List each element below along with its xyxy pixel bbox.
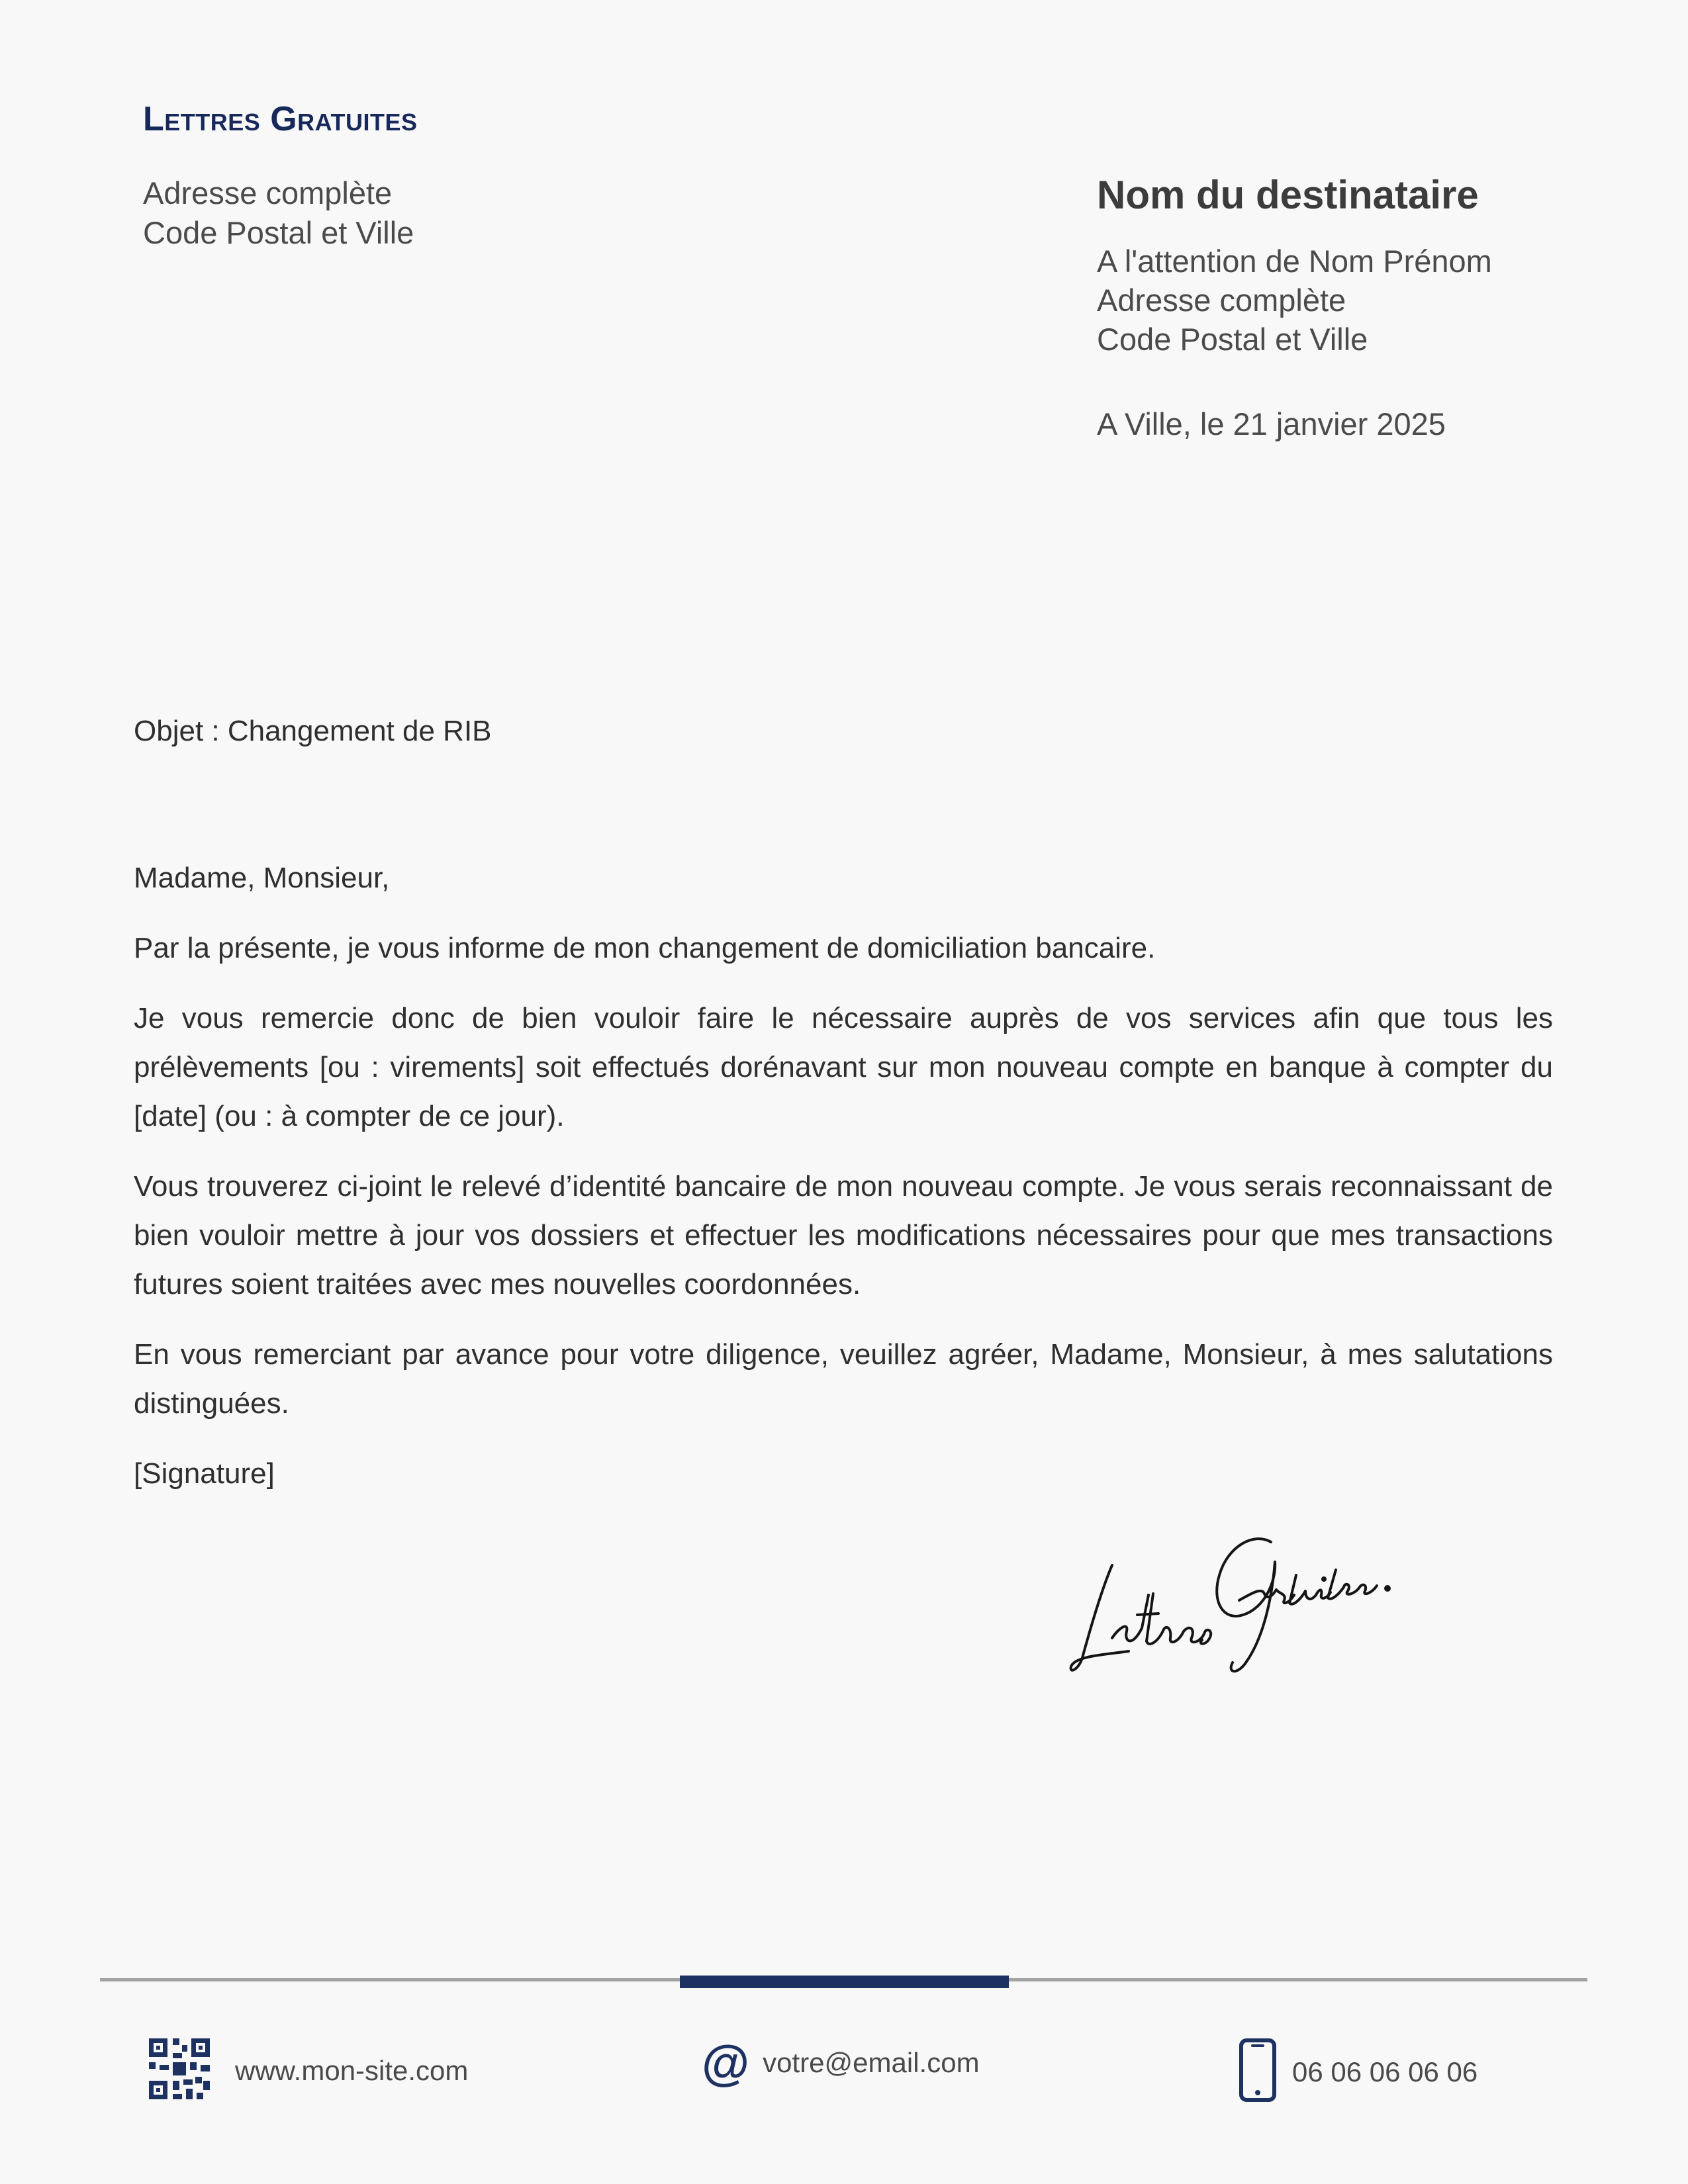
at-sign-icon: @ — [702, 2035, 750, 2090]
handwritten-signature — [1066, 1516, 1410, 1688]
phone-text[interactable]: 06 06 06 06 06 — [1292, 2056, 1478, 2087]
website-text[interactable]: www.mon-site.com — [235, 2054, 469, 2086]
sender-name: Lettres Gratuites — [143, 100, 418, 138]
footer-phone — [1239, 2038, 1477, 2105]
sender-address — [143, 173, 414, 253]
letter-paragraph: Par la présente, je vous informe de mon changement de domiciliation bancaire. — [134, 932, 1156, 964]
footer-email — [702, 2035, 980, 2090]
signature-placeholder: [Signature] — [134, 1457, 275, 1490]
sender-address-line2: Code Postal et Ville — [143, 215, 414, 250]
letter-date: A Ville, le 21 janvier 2025 — [1097, 406, 1446, 441]
mobile-phone-icon — [1239, 2038, 1276, 2105]
letter-paragraph: En vous remerciant par avance pour votre diligence, veuillez agréer, Madame, Monsieur, à mes salutations distinguées. — [134, 1338, 1553, 1420]
letter-body — [134, 854, 1553, 1520]
recipient-block — [1097, 172, 1492, 442]
recipient-address-line1: Adresse complète — [1097, 283, 1346, 318]
letter-paragraph: Vous trouverez ci-joint le relevé d’identité bancaire de mon nouveau compte. Je vous serais reconnaissant de bien vouloir mettre à jour vos dossiers et effectuer les modifications nécessaires pour que mes transactions futures soient traitées avec mes nouvelles coordonnées. — [134, 1170, 1553, 1300]
qr-code-icon — [149, 2038, 210, 2103]
recipient-name: Nom du destinataire — [1097, 173, 1479, 217]
sender-address-line1: Adresse complète — [143, 175, 393, 210]
footer-website — [149, 2038, 468, 2103]
letter-paragraph: Je vous remercie donc de bien vouloir faire le nécessaire auprès de vos services afin que tous les prélèvements [ou : virements] soit effectués dorénavant sur mon nouveau compte en banque à compter du [date] (ou : à compter de ce jour). — [134, 1002, 1553, 1132]
footer-rule-accent — [680, 1976, 1009, 1988]
email-text[interactable]: votre@email.com — [763, 2047, 980, 2078]
recipient-attention: A l'attention de Nom Prénom — [1097, 244, 1492, 279]
recipient-address — [1097, 242, 1492, 359]
recipient-address-line2: Code Postal et Ville — [1097, 322, 1368, 357]
letter-subject: Objet : Changement de RIB — [134, 715, 492, 747]
letter-salutation: Madame, Monsieur, — [134, 862, 390, 894]
